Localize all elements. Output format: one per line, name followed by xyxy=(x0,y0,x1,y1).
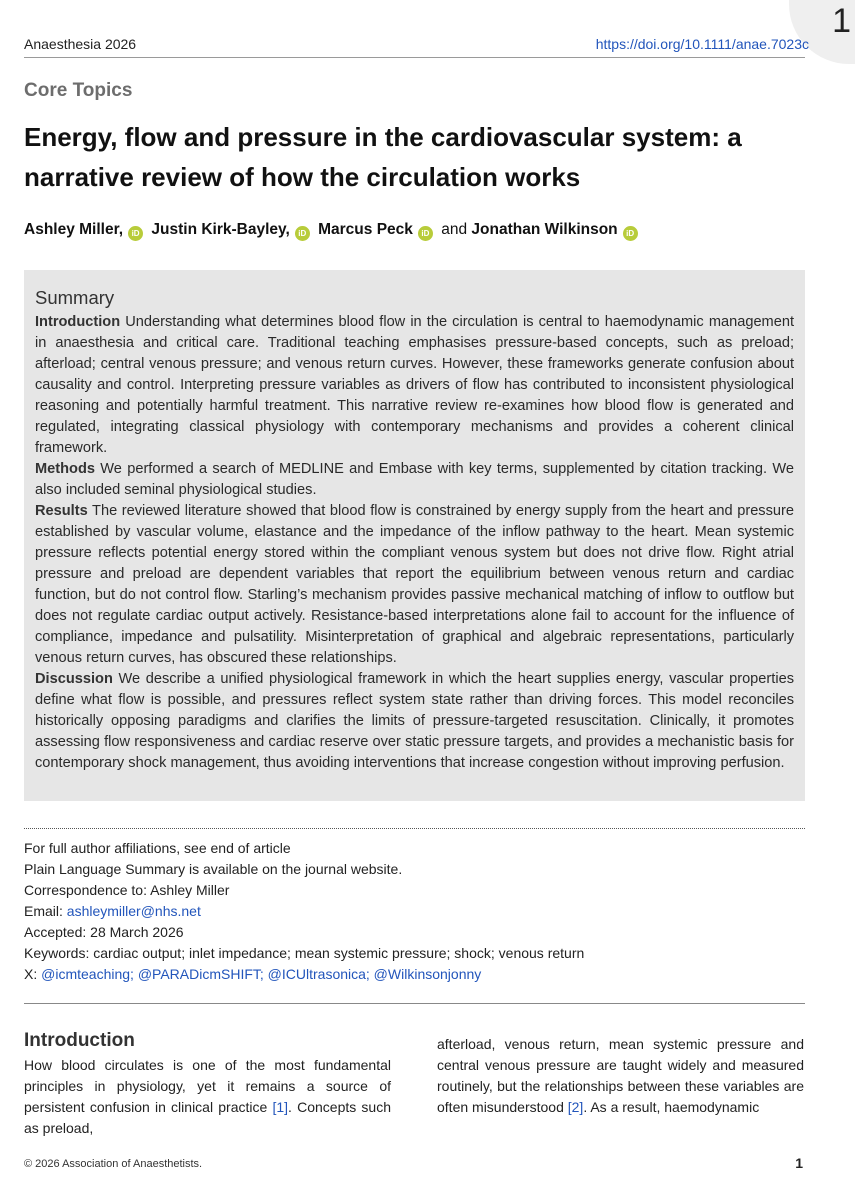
email-label: Email: xyxy=(24,903,67,919)
body-column-left xyxy=(24,1055,391,1139)
summary-box xyxy=(24,270,805,801)
body-text: afterload, venous return, mean systemic pressure and central venous pressure are taught widely and measured routinely, but the relationships between these variables are often misunderstood xyxy=(437,1036,804,1115)
body-text: How blood circulates is one of the most fundamental principles in physiology, yet it remains a source of persistent confusion in clinical practice xyxy=(24,1057,391,1115)
introduction-heading: Introduction xyxy=(24,1030,135,1051)
author-name: Jonathan Wilkinson xyxy=(471,221,618,238)
body-divider xyxy=(24,1003,805,1004)
summary-label: Introduction xyxy=(35,314,121,330)
author-name: Ashley Miller, xyxy=(24,221,124,238)
summary-introduction xyxy=(35,312,794,459)
journal-name: Anaesthesia 2026 xyxy=(24,36,137,52)
author-name: Justin Kirk-Bayley, xyxy=(151,221,290,238)
summary-label: Methods xyxy=(35,461,95,477)
affiliations-note: For full author affiliations, see end of article xyxy=(24,840,291,856)
accepted-date: Accepted: 28 March 2026 xyxy=(24,924,184,940)
header-divider xyxy=(24,57,805,58)
doi-link[interactable]: https://doi.org/10.1111/anae.7023с xyxy=(595,36,809,52)
plain-language-note: Plain Language Summary is available on the journal website. xyxy=(24,861,403,877)
page-number: 1 xyxy=(795,1155,803,1171)
author-conjunction: and xyxy=(441,221,468,238)
citation-link[interactable]: [1] xyxy=(272,1099,289,1115)
summary-text: The reviewed literature showed that blood flow is constrained by energy supply from the heart and pressure established by vascular volume, elastance and the impedance of the inflow pathway to the heart. Mean systemic pressure reflects potential energy stored within the compliant venous system but does not drive flow. Right atrial pressure and preload are dependent variables that report the equilibrium between venous return and cardiac function, but do not control flow. Starling’s mechanism provides passive mechanical matching of inflow to outflow but does not regulate cardiac output actively. Resistance-based interpretations alone fail to account for the influence of compliance, impedance and pulsatility. Misinterpretation of graphical and algebraic representations, particularly venous return curves, has obscured these relationships. xyxy=(35,503,794,666)
dotted-divider xyxy=(24,828,805,829)
summary-methods xyxy=(35,459,794,501)
section-tag: Core Topics xyxy=(24,80,133,101)
body-text: . As a result, haemodynamic xyxy=(583,1099,760,1115)
summary-text: Understanding what determines blood flow in the circulation is central to haemodynamic management in anaesthesia and critical care. Traditional teaching emphasises pressure-based concepts, such as preload; afterload; central venous pressure; and venous return curves. However, these frameworks generate confusion about causality and control. Interpreting pressure variables as drivers of flow has contributed to inconsistent physiological reasoning and potentially harmful treatment. This narrative review re-examines how blood flow is generated and regulated, integrating classical physiology with contemporary mechanisms and provides a coherent clinical framework. xyxy=(35,314,795,456)
article-metadata xyxy=(24,838,584,985)
orcid-icon[interactable]: iD xyxy=(295,226,310,241)
author-name: Marcus Peck xyxy=(318,221,413,238)
x-handles-line xyxy=(24,964,584,985)
summary-heading: Summary xyxy=(35,287,115,308)
body-column-right xyxy=(437,1034,804,1118)
summary-text: We performed a search of MEDLINE and Embase with key terms, supplemented by citation tracking. We also included seminal physiological studies. xyxy=(35,461,794,498)
email-link[interactable]: ashleymiller@nhs.net xyxy=(66,903,201,919)
correspondence: Correspondence to: Ashley Miller xyxy=(24,882,230,898)
x-handles-link[interactable]: @icmteaching; @PARADicmSHIFT; @ICUltrasonica; @Wilkinsonjonny xyxy=(41,966,482,982)
email-line xyxy=(24,901,584,922)
summary-results xyxy=(35,501,794,669)
corner-page-number: 1 xyxy=(832,2,851,40)
x-label: X: xyxy=(24,966,42,982)
citation-link[interactable]: [2] xyxy=(567,1099,584,1115)
summary-label: Discussion xyxy=(35,671,113,687)
keywords: Keywords: cardiac output; inlet impedance; mean systemic pressure; shock; venous return xyxy=(24,945,585,961)
orcid-icon[interactable]: iD xyxy=(623,226,638,241)
orcid-icon[interactable]: iD xyxy=(128,226,143,241)
summary-discussion xyxy=(35,669,794,774)
article-title: Energy, flow and pressure in the cardiovascular system: a narrative review of how the circulation works xyxy=(24,122,742,192)
page-corner-tab xyxy=(789,0,855,64)
body-text: . Concepts such as preload, xyxy=(24,1099,391,1136)
copyright: © 2026 Association of Anaesthetists. xyxy=(24,1158,203,1170)
summary-text: We describe a unified physiological framework in which the heart supplies energy, vascular properties define what flow is possible, and pressures reflect system state rather than driving forces. This model reconciles historically opposing paradigms and clarifies the limits of pressure-targeted resuscitation. Clinically, it promotes assessing flow responsiveness and cardiac reserve over static pressure targets, and provides a mechanistic basis for contemporary shock management, thus avoiding interventions that increase congestion without improving perfusion. xyxy=(35,671,794,771)
orcid-icon[interactable]: iD xyxy=(418,226,433,241)
summary-label: Results xyxy=(35,503,88,519)
author-list xyxy=(24,221,814,241)
